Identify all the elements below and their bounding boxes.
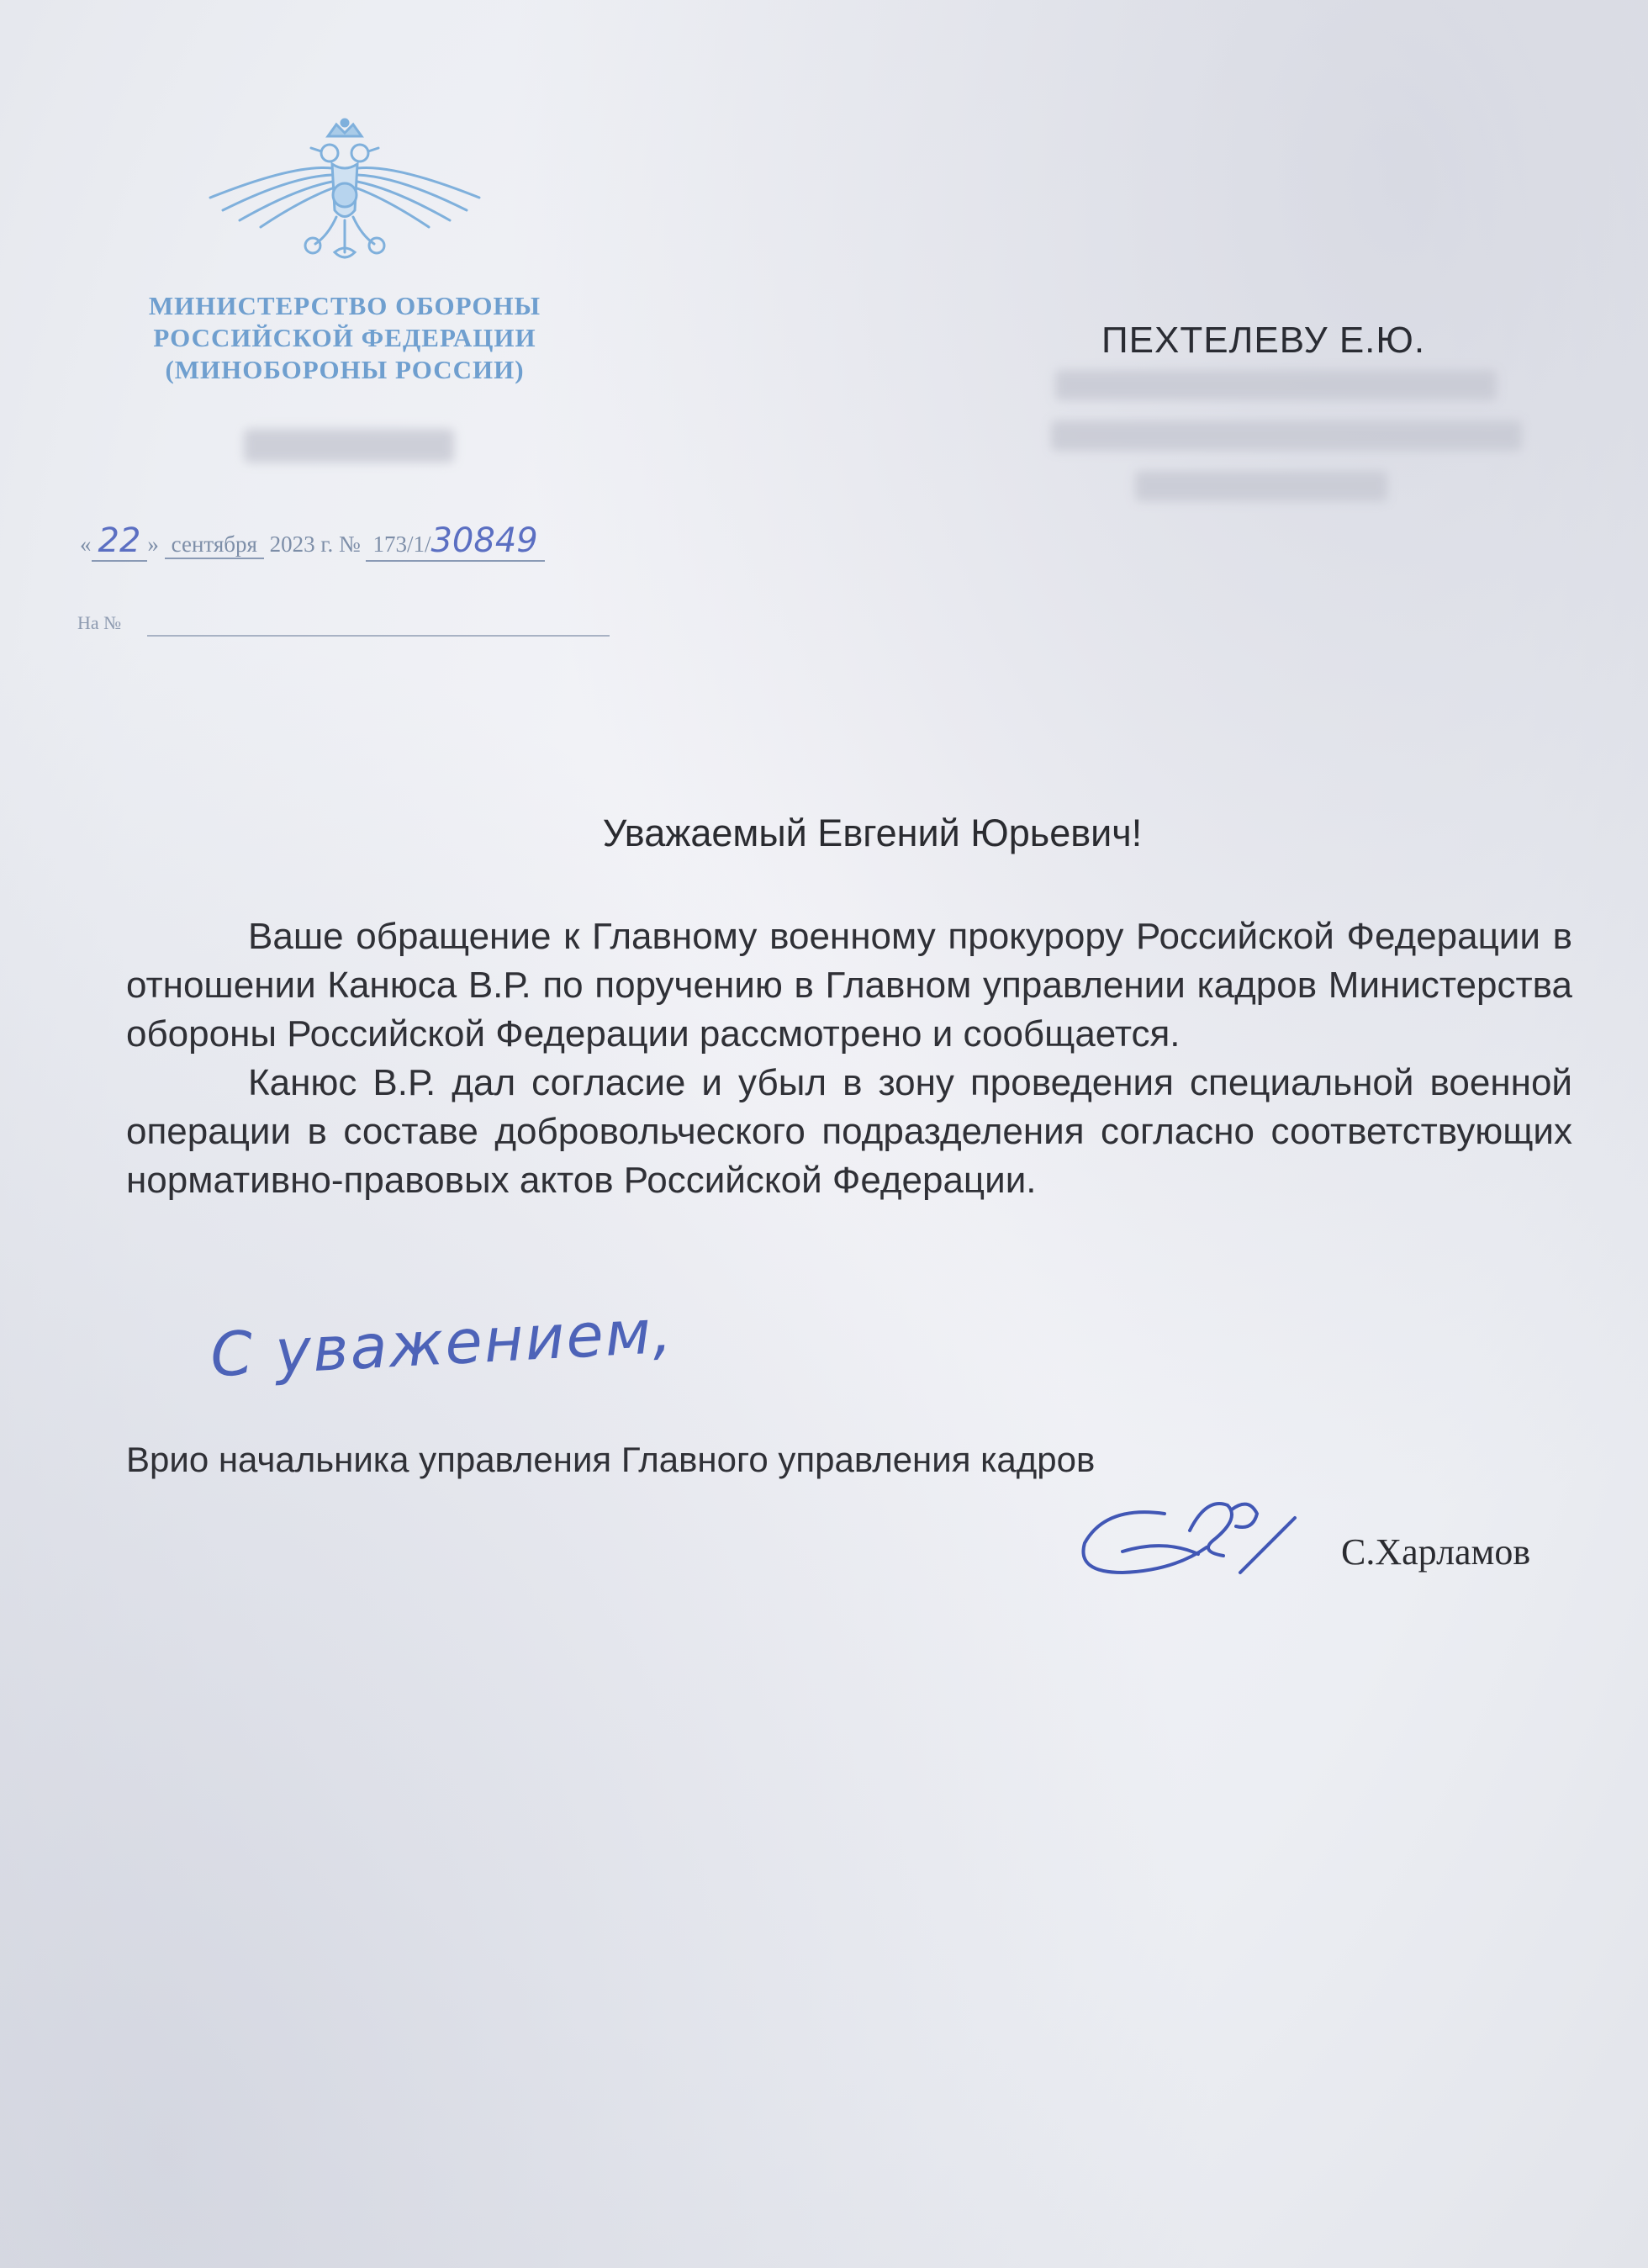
ministry-name <box>80 290 610 386</box>
reference-label: На № <box>77 612 122 633</box>
signature-icon <box>1072 1480 1341 1606</box>
ministry-line-3: (МИНОБОРОНЫ РОССИИ) <box>165 355 525 384</box>
ministry-emblem-icon <box>202 118 488 286</box>
date-number-line: « 22 » сентября 2023 г. № 173/1/30849 <box>80 521 545 562</box>
date-year: 2023 г. <box>269 531 334 557</box>
signer-name: С.Харламов <box>1341 1531 1531 1573</box>
signer-position: Врио начальника управления Главного управления кадров <box>126 1440 1096 1479</box>
redacted-block <box>244 429 454 463</box>
redacted-address-line-2 <box>1051 420 1522 451</box>
document-number: 173/1/ <box>372 531 431 557</box>
document-number-handwritten: 30849 <box>430 521 538 560</box>
reference-rule <box>147 635 610 637</box>
ministry-line-2: РОССИЙСКОЙ ФЕДЕРАЦИИ <box>153 323 536 352</box>
date-month: сентября <box>165 531 264 559</box>
ministry-line-1: МИНИСТЕРСТВО ОБОРОНЫ <box>148 291 541 320</box>
number-prefix: № <box>338 531 361 557</box>
date-day: 22 <box>98 521 141 560</box>
addressee-name: ПЕХТЕЛЕВУ Е.Ю. <box>1101 320 1426 361</box>
redacted-address-line-3 <box>1135 471 1387 501</box>
letter-body <box>126 912 1572 1205</box>
body-paragraph-2: Канюс В.Р. дал согласие и убыл в зону проведения специальной военной операции в составе добровольческого подразделения согласно соответствующих нормативно-правовых актов Российской Федерации. <box>126 1062 1572 1201</box>
handwritten-closing: С уважением, <box>209 1295 675 1391</box>
body-paragraph-1: Ваше обращение к Главному военному прокурору Российской Федерации в отношении Канюса В.Р. по поручению в Главном управлении кадров Министерства обороны Российской Федерации рассмотрено и сообщается. <box>126 916 1572 1055</box>
salutation: Уважаемый Евгений Юрьевич! <box>602 812 1143 854</box>
redacted-address-line-1 <box>1055 370 1497 400</box>
